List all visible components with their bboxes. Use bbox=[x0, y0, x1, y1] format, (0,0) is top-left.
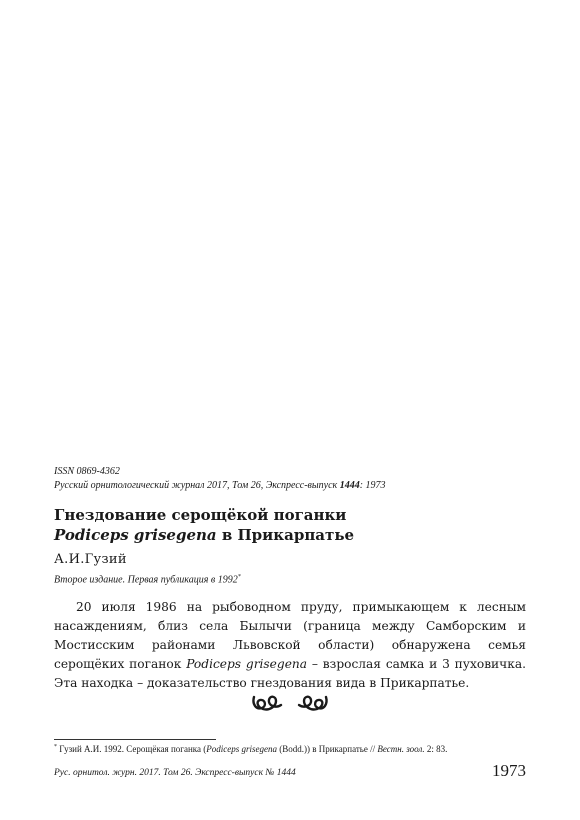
title-line-2 bbox=[54, 525, 354, 545]
footnote-species: Podiceps grisegena bbox=[206, 744, 277, 754]
footnote-marker: * bbox=[54, 744, 57, 750]
edition-note bbox=[54, 574, 241, 585]
footnote-text-1: Гузий А.И. 1992. Серощёкая поганка ( bbox=[57, 744, 207, 754]
footnote bbox=[54, 744, 447, 754]
author-name: А.И.Гузий bbox=[54, 552, 127, 567]
article-title bbox=[54, 505, 354, 545]
title-species: Podiceps grisegena bbox=[54, 526, 217, 544]
footnote-text-2: (Bodd.)) в Прикарпатье // bbox=[276, 744, 378, 754]
journal-issue: 1444 bbox=[339, 480, 360, 491]
fleuron-icon bbox=[250, 692, 330, 714]
footnote-journal: Вестн. зоол. bbox=[377, 744, 425, 754]
body-paragraph bbox=[54, 598, 526, 693]
edition-marker: * bbox=[237, 574, 241, 580]
issn-line: ISSN 0869-4362 bbox=[54, 466, 120, 477]
decorative-fleuron-ornament bbox=[0, 692, 580, 718]
title-line-2-rest: в Прикарпатье bbox=[216, 526, 355, 544]
para-part-2: – взрослая самка и 3 пуховичка. Эта находка – доказательство гнездования вида в Прикарпатье. bbox=[54, 657, 526, 690]
para-part-1: 20 июля 1986 на рыбоводном пруду, примыкающем к лесным насаждениям, близ села Былычи (граница между Самборским и Мостисским районами Львовской области) обнаружена семья серощёких поганок bbox=[54, 600, 526, 671]
journal-prefix: Русский орнитологический журнал 2017, Том 26, Экспресс-выпуск bbox=[54, 480, 340, 491]
footnote-text-3: 2: 83. bbox=[424, 744, 448, 754]
journal-suffix: : 1973 bbox=[359, 480, 386, 491]
footnote-divider bbox=[54, 739, 216, 740]
running-footer-title: Рус. орнитол. журн. 2017. Том 26. Экспресс-выпуск № 1444 bbox=[54, 768, 296, 778]
title-line-1: Гнездование серощёкой поганки bbox=[54, 506, 347, 524]
para-species: Podiceps grisegena bbox=[186, 657, 308, 671]
page-number: 1973 bbox=[492, 761, 526, 780]
journal-citation-line bbox=[54, 480, 386, 491]
edition-note-text: Второе издание. Первая публикация в 1992 bbox=[54, 574, 238, 586]
